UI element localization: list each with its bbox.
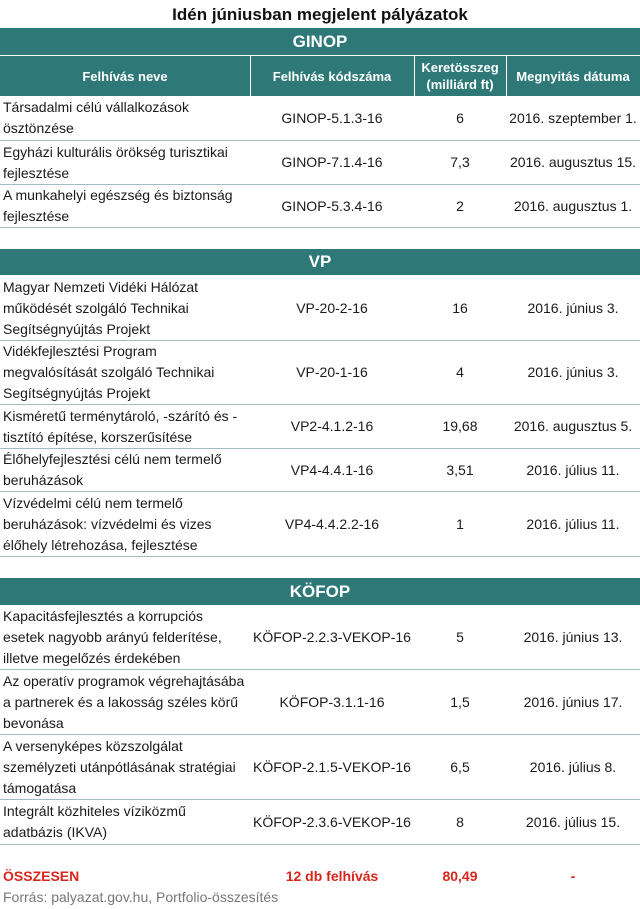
row-code: VP-20-2-16 — [296, 299, 368, 316]
row-code: VP-20-1-16 — [296, 364, 368, 380]
row-budget: 4 — [456, 364, 464, 380]
table-header — [0, 55, 640, 96]
row-budget: 3,51 — [446, 461, 474, 478]
row-budget: 7,3 — [450, 154, 470, 170]
row-budget: 6,5 — [450, 758, 470, 775]
row-code: KÖFOP-2.3.6-VEKOP-16 — [253, 813, 411, 830]
table-row — [0, 185, 640, 228]
total-date: - — [570, 868, 576, 884]
row-budget: 5 — [456, 629, 464, 645]
section-band-kofop: KÖFOP — [0, 578, 640, 605]
section-band-ginop: GINOP — [0, 28, 640, 55]
row-code: KÖFOP-3.1.1-16 — [279, 693, 385, 710]
row-code: VP4-4.4.1-16 — [290, 461, 374, 478]
row-name: Integrált közhiteles víziközmű adatbázis (IKVA) — [3, 803, 186, 840]
table-row — [0, 341, 640, 405]
header-budget — [414, 56, 506, 96]
row-budget: 2 — [456, 197, 464, 214]
table-row — [0, 405, 640, 449]
header-budget-line2: (milliárd ft) — [426, 77, 494, 92]
total-sum: 80,49 — [442, 868, 478, 884]
section-band-vp: VP — [0, 249, 640, 275]
page-title: Idén júniusban megjelent pályázatok — [172, 5, 468, 24]
total-label: ÖSSZESEN — [3, 868, 80, 884]
table-row — [0, 96, 640, 141]
row-budget: 19,68 — [442, 418, 478, 434]
table-row — [0, 670, 640, 735]
row-code: KÖFOP-2.2.3-VEKOP-16 — [253, 629, 411, 645]
total-row — [0, 866, 640, 886]
row-date: 2016. június 3. — [527, 364, 619, 380]
table-row — [0, 606, 640, 670]
row-date: 2016. július 8. — [529, 758, 617, 775]
table-row — [0, 276, 640, 341]
row-code: VP4-4.4.2.2-16 — [284, 515, 380, 532]
row-name: Vidékfejlesztési Program megvalósítását szolgáló Technikai Segítségnyújtás Projekt — [3, 343, 215, 401]
row-date: 2016. augusztus 1. — [513, 197, 633, 214]
row-name: Kisméretű terménytároló, -szárító és -tisztító építése, korszerűsítése — [3, 407, 238, 445]
table-row — [0, 449, 640, 492]
row-code: GINOP-7.1.4-16 — [281, 154, 383, 170]
row-name: Az operatív programok végrehajtásába a partnerek és a lakosság széles körű bevonása — [3, 672, 245, 731]
row-name: A versenyképes közszolgálat személyzeti utánpótlásának stratégiai támogatása — [3, 737, 236, 796]
row-code: VP2-4.1.2-16 — [290, 418, 374, 434]
row-name: Egyházi kulturális örökség turisztikai fejlesztése — [3, 143, 228, 181]
header-date: Megnyitás dátuma — [516, 68, 630, 84]
row-name: Élőhelyfejlesztési célú nem termelő beruházások — [3, 451, 222, 488]
row-code: KÖFOP-2.1.5-VEKOP-16 — [253, 758, 411, 775]
row-name: Magyar Nemzeti Vidéki Hálózat működését szolgáló Technikai Segítségnyújtás Projekt — [3, 278, 199, 337]
header-code: Felhívás kódszáma — [272, 68, 392, 84]
row-name: A munkahelyi egészség és biztonság fejlesztése — [3, 187, 233, 224]
table-row — [0, 492, 640, 557]
row-name: Kapacitásfejlesztés a korrupciós esetek nagyobb arányú felderítése, illetve megelőzés érdekében — [3, 608, 222, 666]
row-date: 2016. július 11. — [526, 515, 620, 532]
table-row — [0, 141, 640, 185]
row-date: 2016. július 11. — [526, 461, 620, 478]
row-name: Vízvédelmi célú nem termelő beruházások: vízvédelmi és vizes élőhely létrehozása, fejlesztése — [3, 494, 212, 553]
row-budget: 8 — [456, 813, 464, 830]
row-budget: 6 — [456, 109, 464, 126]
table-row — [0, 800, 640, 845]
source-note: Forrás: palyazat.gov.hu, Portfolio-összesítés — [3, 889, 279, 905]
header-name: Felhívás neve — [82, 68, 168, 84]
row-date: 2016. augusztus 5. — [513, 418, 633, 434]
row-date: 2016. július 15. — [525, 813, 621, 830]
table-row — [0, 735, 640, 800]
row-code: GINOP-5.1.3-16 — [281, 109, 383, 126]
row-date: 2016. augusztus 15. — [509, 154, 637, 170]
row-budget: 1,5 — [450, 693, 470, 710]
row-name: Társadalmi célú vállalkozások ösztönzése — [3, 99, 189, 136]
row-budget: 1 — [456, 515, 464, 532]
row-code: GINOP-5.3.4-16 — [281, 197, 383, 214]
row-date: 2016. szeptember 1. — [509, 109, 637, 126]
header-budget-line1: Keretösszeg — [421, 60, 499, 75]
row-date: 2016. június 13. — [523, 629, 623, 645]
total-count: 12 db felhívás — [285, 868, 379, 884]
row-date: 2016. június 3. — [527, 299, 619, 316]
row-date: 2016. június 17. — [523, 693, 623, 710]
row-budget: 16 — [452, 299, 468, 316]
